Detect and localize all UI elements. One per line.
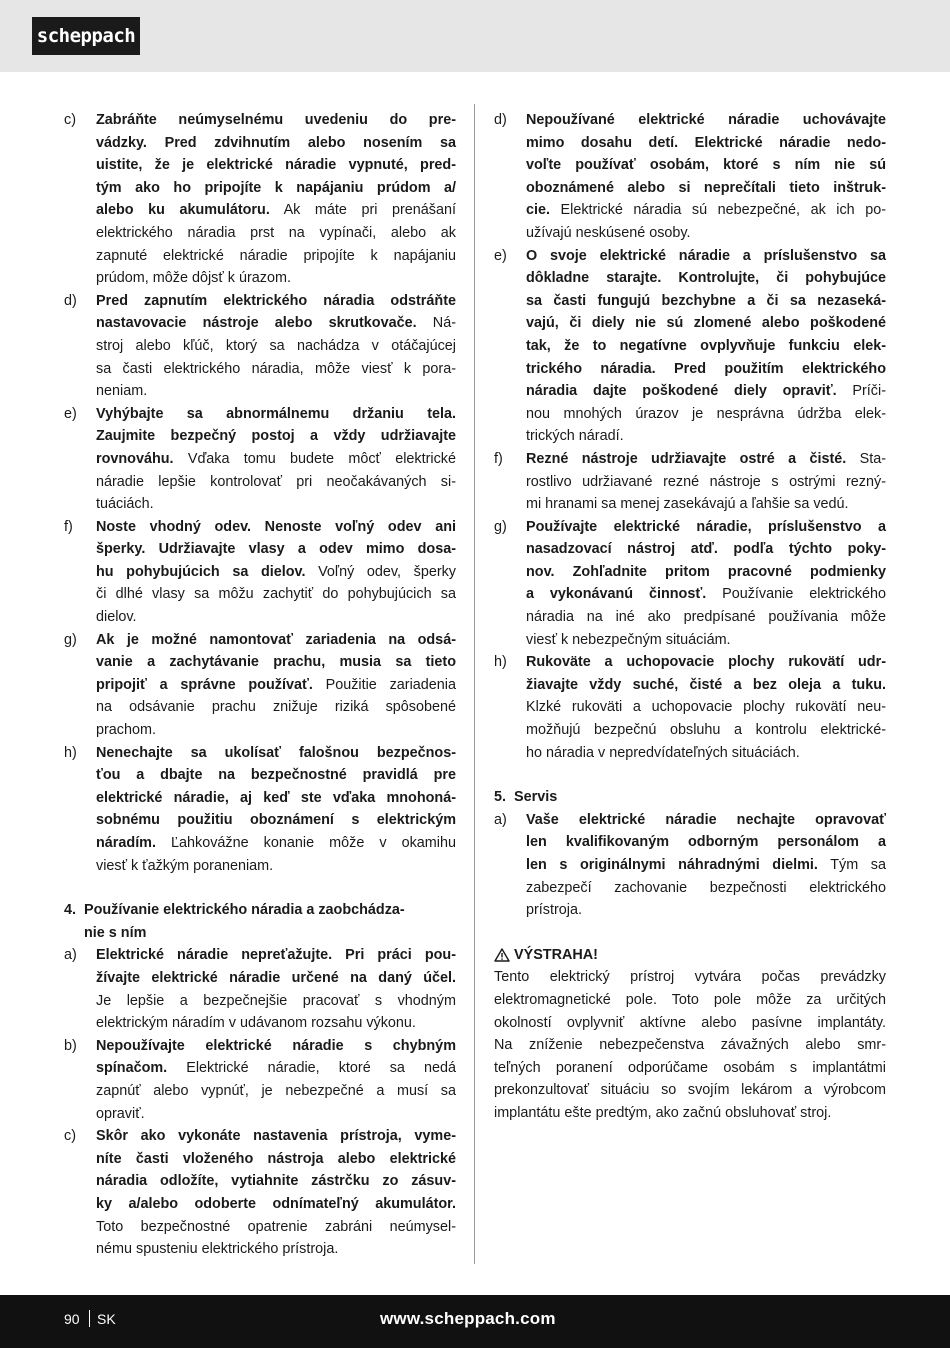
bold-text: alebo ku akumulátoru. [96,202,270,219]
item-body [526,516,886,652]
body-text: náradia na iné ako predpísané používania môže [526,609,886,626]
text-line [526,290,886,313]
body-text: Sta- [846,450,887,467]
bold-text: voľte používať osobám, ktoré s ním nie sú [526,157,886,174]
text-line [526,493,886,516]
list-item [64,516,456,629]
body-text: trických náradí. [526,428,624,445]
section-4-title-line: Používanie elektrického náradia a zaobchádza- [84,902,405,919]
bold-text: náradia dajte poškodené diely opraviť. [526,383,837,400]
body-text: Tým sa [817,857,886,873]
item-marker: e) [494,247,507,264]
text-line [96,1012,456,1035]
bold-text: náradím. [96,835,156,851]
text-line [526,899,886,922]
section-5-heading [494,786,886,809]
text-line [96,855,456,878]
bold-text: tým ako ho pripojíte k napájaniu prúdom a/ [96,179,456,196]
bold-text: Ak je možné namontovať zariadenia na odsá- [96,631,456,648]
text-line [526,854,886,877]
text-line [96,1103,456,1126]
footer-band [0,1295,950,1348]
text-line [96,1080,456,1103]
bold-text: spínačom. [96,1060,168,1077]
bold-text: vanie a zachytávanie prachu, musia sa tieto [96,654,456,671]
text-line [526,403,886,426]
body-text: sa časti elektrického náradia, môže viesť k pora- [96,360,456,377]
text-line [96,380,456,403]
list-item [64,1035,456,1125]
body-text: nou mnohých úrazov je nesprávna údržba elek- [526,405,886,422]
text-line [526,267,886,290]
bold-text: pripojiť a správne používať. [96,676,313,693]
body-text: náradie lepšie kontrolovať pri neočakávaných si- [96,473,456,490]
bold-text: uistite, že je elektrické náradie vypnuté, pred- [96,157,456,174]
text-line [526,538,886,561]
text-line [96,967,456,990]
body-text: stroj alebo kľúč, ktorý sa nachádza v otáčajúcej [96,337,456,354]
website-link[interactable]: www.scheppach.com [380,1309,556,1328]
bold-text: Zabráňte neúmyselnému uvedeniu do pre- [96,112,456,128]
text-line [96,335,456,358]
item-marker: a) [64,947,77,964]
text-line [96,674,456,697]
bold-text: nasadzovací nástroj atď. podľa týchto poky- [526,541,886,558]
text-line [526,425,886,448]
text-line [96,132,456,155]
body-text: rostlivo udržiavané rezné nástroje s ostrými rezný- [526,473,886,490]
body-text: opraviť. [96,1105,145,1122]
bold-text: dôkladne starajte. Kontrolujte, či pohybujúce [526,270,886,287]
body-text: zapnúť alebo vypnúť, je nebezpečné a musí sa [96,1082,456,1099]
bold-text: Rukoväte a uchopovacie plochy rukovätí udr- [526,654,886,671]
text-line [526,674,886,697]
body-text: Ľahkovážne konanie môže v okamihu [155,835,456,851]
item-marker: h) [494,654,507,671]
bold-text: nov. Zohľadnite pritom pracovné podmienky [526,563,886,580]
warning-text [494,966,886,1124]
bold-text: sobnému použitiu oboznámení s elektrickým [96,812,456,829]
text-line [96,538,456,561]
body-text: prístroja. [526,902,582,919]
text-line [526,831,886,854]
item-body [96,516,456,629]
text-line [96,1125,456,1148]
text-line [526,809,886,832]
section-5-list [494,809,886,922]
bold-text: žívajte elektrické náradie určené na daný účel. [96,969,456,986]
text-line [526,177,886,200]
text-line [526,199,886,222]
right-column [494,109,886,1125]
section-5-title: Servis [514,789,558,806]
list-item [64,944,456,1034]
bold-text: žiavajte vždy suché, čisté a bez oleja a tuku. [526,676,886,693]
item-marker: f) [64,518,73,535]
footer-separator [89,1310,90,1327]
text-line [96,696,456,719]
text-line [96,358,456,381]
safety-list-right [494,109,886,764]
list-item [494,109,886,245]
body-text: Elektrické náradia sú nebezpečné, ak ich po- [550,202,886,219]
body-text: prachom. [96,722,156,739]
bold-text: Pred zapnutím elektrického náradia odstráňte [96,292,456,309]
text-line [526,335,886,358]
language-code: SK [97,1311,116,1327]
body-text: prúdom, môže dôjsť k úrazom. [96,270,291,287]
item-body [96,109,456,290]
body-text: zapnuté elektrické náradie pripojíte k napájaniu [96,247,456,264]
text-line [96,606,456,629]
text-line [96,764,456,787]
list-item [494,516,886,652]
bold-text: náradia odložíte, vytiahnite zástrčku zo zásuv- [96,1173,456,1190]
text-line [96,561,456,584]
text-line [526,471,886,494]
body-text: neniam. [96,383,148,400]
bold-text: vádzky. Pred zdvihnutím alebo nosením sa [96,134,456,151]
section-4-heading [64,899,456,944]
text-line [96,471,456,494]
text-line [96,199,456,222]
item-marker: g) [494,518,507,535]
item-marker: d) [64,292,77,309]
text-line [96,809,456,832]
spacer [64,877,456,899]
warning-triangle-icon [494,948,510,962]
item-marker: a) [494,811,507,828]
item-marker: c) [64,1128,76,1145]
text-line [96,1216,456,1239]
bold-text: len kvalifikovaným odborným personálom a [526,834,886,851]
text-line [96,448,456,471]
body-text: Použitie zariadenia [312,676,456,693]
text-line [96,629,456,652]
bold-text: rovnováhu. [96,450,174,467]
text-line [526,651,886,674]
column-divider [474,104,475,1264]
text-line [526,629,886,652]
bold-text: trického náradia. Pred použitím elektrického [526,360,886,377]
text-line [526,380,886,403]
bold-text: ky a/alebo odoberte odnímateľný akumulátor. [96,1195,456,1212]
body-text: nému spusteniu elektrického prístroja. [96,1241,339,1258]
text-line [96,1148,456,1171]
body-text: ho náradia v nepredvídateľných situáciách. [526,744,800,761]
body-text: Ak máte pri prenášaní [269,202,456,219]
section-4-title-line: nie s ním [84,924,147,941]
text-line [96,290,456,313]
body-text: užívajú neskúsené osoby. [526,224,691,241]
text-line [96,944,456,967]
bold-text: Elektrické náradie nepreťažujte. Pri práci pou- [96,947,456,964]
item-body [96,742,456,878]
text-line [526,516,886,539]
list-item [494,245,886,448]
bold-text: šperky. Udržiavajte vlasy a odev mimo dosa- [96,541,456,558]
text-line [526,606,886,629]
spacer [494,764,886,786]
body-text: možňujú bezpečnú obsluhu a kontrolu elektrické- [526,722,886,739]
warning-line: prekonzultovať situáciu so svojím lekárom a výrobcom [494,1082,886,1099]
section-4-list [64,944,456,1260]
text-line [96,832,456,855]
warning-line: implantátu ešte predtým, ako začnú obsluhovať stroj. [494,1104,832,1121]
item-marker: f) [494,450,503,467]
body-text: Ná- [416,315,456,332]
bold-text: Používajte elektrické náradie, príslušenstvo a [526,518,886,535]
text-line [96,1035,456,1058]
section-4-number: 4. [64,902,77,919]
warning-heading [494,944,886,967]
text-line [526,696,886,719]
list-item [64,403,456,516]
text-line [526,742,886,765]
text-line [96,742,456,765]
bold-text: nastavovacie nástroje alebo skrutkovače. [96,315,417,332]
bold-text: tak, že to negatívne ovplyvňuje funkciu elek- [526,337,886,354]
text-line [526,358,886,381]
bold-text: sa časti fungujú bezchybne a či sa nezaseká- [526,292,886,309]
text-line [96,651,456,674]
text-line [96,245,456,268]
header-band [0,0,950,72]
body-text: Vďaka tomu budete môcť elektrické [173,450,456,467]
body-text: Príči- [836,383,886,400]
body-text: viesť k nebezpečným situáciám. [526,631,731,648]
text-line [96,583,456,606]
bold-text: a vykonávanú činnosť. [526,586,707,603]
body-text: viesť k ťažkým poraneniam. [96,857,274,874]
bold-text: cie. [526,202,551,219]
body-text: Elektrické náradie, ktoré sa nedá [167,1060,456,1077]
text-line [526,154,886,177]
bold-text: O svoje elektrické náradie a príslušenstvo sa [526,247,886,264]
text-line [96,109,456,132]
item-body [526,245,886,448]
bold-text: Noste vhodný odev. Nenoste voľný odev ani [96,518,456,535]
item-body [96,290,456,403]
warning-line: elektromagnetické pole. Toto pole môže za určitých [494,991,886,1008]
bold-text: hu pohybujúcich sa dielov. [96,563,306,580]
item-body [526,109,886,245]
warning-line: Na zníženie nebezpečenstva závažných alebo smr- [494,1037,886,1054]
scheppach-logo[interactable]: scheppach [32,17,140,55]
bold-text: Nepoužívajte elektrické náradie s chybným [96,1037,456,1054]
bold-text: Rezné nástroje udržiavajte ostré a čisté. [526,450,847,467]
page-number: 90 [64,1311,80,1327]
bold-text: mimo dosahu detí. Elektrické náradie nedo- [526,134,886,151]
item-marker: g) [64,631,77,648]
bold-text: Nepoužívané elektrické náradie uchovávajte [526,112,886,128]
bold-text: Vyhýbajte sa abnormálnemu držaniu tela. [96,405,456,422]
text-line [526,448,886,471]
text-line [526,583,886,606]
body-text: mi hranami sa menej zasekávajú a ľahšie sa vedú. [526,496,849,513]
bold-text: Vaše elektrické náradie nechajte opravovať [526,811,886,828]
list-item [64,629,456,742]
body-text: Klzké rukoväti a uchopovacie plochy rukovätí neu- [526,699,886,716]
text-line [526,877,886,900]
body-text: elektrickým náradím v udávanom rozsahu výkonu. [96,1015,416,1032]
text-line [526,132,886,155]
list-item [64,1125,456,1261]
bold-text: elektrické náradie, aj keď ste vďaka mnohoná- [96,789,456,806]
body-text: Toto bezpečnostné opatrenie zabráni neúmysel- [96,1218,456,1235]
item-body [96,1125,456,1261]
bold-text: ťou a dbajte na bezpečnostné pravidlá pre [96,767,456,784]
text-line [96,312,456,335]
text-line [526,222,886,245]
bold-text: níte časti vloženého nástroja alebo elektrické [96,1150,456,1167]
text-line [96,267,456,290]
text-line [526,561,886,584]
section-4-title [84,899,405,944]
text-line [96,516,456,539]
text-line [526,245,886,268]
list-item [494,809,886,922]
body-text: zabezpečí zachovanie bezpečnosti elektrického [526,879,886,896]
text-line [96,177,456,200]
bold-text: Skôr ako vykonáte nastavenia prístroja, vyme- [96,1128,456,1145]
item-body [526,448,886,516]
text-line [96,403,456,426]
left-column [64,109,456,1261]
item-marker: e) [64,405,77,422]
body-text: elektrického náradia prst na vypínači, alebo ak [96,224,456,241]
list-item [494,651,886,764]
warning-title: VÝSTRAHA! [514,946,598,963]
text-line [526,719,886,742]
text-line [96,222,456,245]
text-line [526,109,886,132]
body-text: na odsávanie prachu znižuje riziká spôsobené [96,699,456,716]
body-text: Používanie elektrického [706,586,886,603]
bold-text: Nenechajte sa ukolísať falošnou bezpečnos- [96,744,456,761]
text-line [526,312,886,335]
text-line [96,425,456,448]
body-text: Voľný odev, šperky [305,563,457,580]
body-text: tuáciách. [96,496,154,513]
warning-line: Tento elektrický prístroj vytvára počas prevádzky [494,969,886,986]
text-line [96,1193,456,1216]
body-text: či dlhé vlasy sa môžu zachytiť do pohybujúcich sa [96,586,456,603]
item-body [96,944,456,1034]
safety-list-left [64,109,456,877]
body-text: Je lepšie a bezpečnejšie pracovať s vhodným [96,992,456,1009]
item-body [96,629,456,742]
warning-line: okolností ovplyvniť aktívne alebo pasívne implantáty. [494,1014,886,1031]
text-line [96,719,456,742]
text-line [96,787,456,810]
item-body [526,651,886,764]
item-body [526,809,886,922]
bold-text: Zaujmite bezpečný postoj a vždy udržiavajte [96,428,456,445]
list-item [64,109,456,290]
bold-text: len s originálnymi náhradnými dielmi. [526,857,818,873]
item-marker: h) [64,744,77,761]
text-line [96,493,456,516]
list-item [494,448,886,516]
text-line [96,990,456,1013]
item-marker: c) [64,112,76,128]
text-line [96,1057,456,1080]
spacer [494,922,886,944]
text-line [96,1170,456,1193]
bold-text: oboznámené alebo si neprečítali tieto inštruk- [526,179,886,196]
list-item [64,290,456,403]
item-marker: b) [64,1037,77,1054]
list-item [64,742,456,878]
warning-line: teľných poranení odporúčame osobám s implantátmi [494,1059,886,1076]
text-line [96,1238,456,1261]
body-text: dielov. [96,609,137,626]
section-5-number: 5. [494,789,507,806]
bold-text: vajú, či diely nie sú zlomené alebo poškodené [526,315,886,332]
item-body [96,403,456,516]
item-marker: d) [494,112,507,128]
text-line [96,154,456,177]
item-body [96,1035,456,1125]
